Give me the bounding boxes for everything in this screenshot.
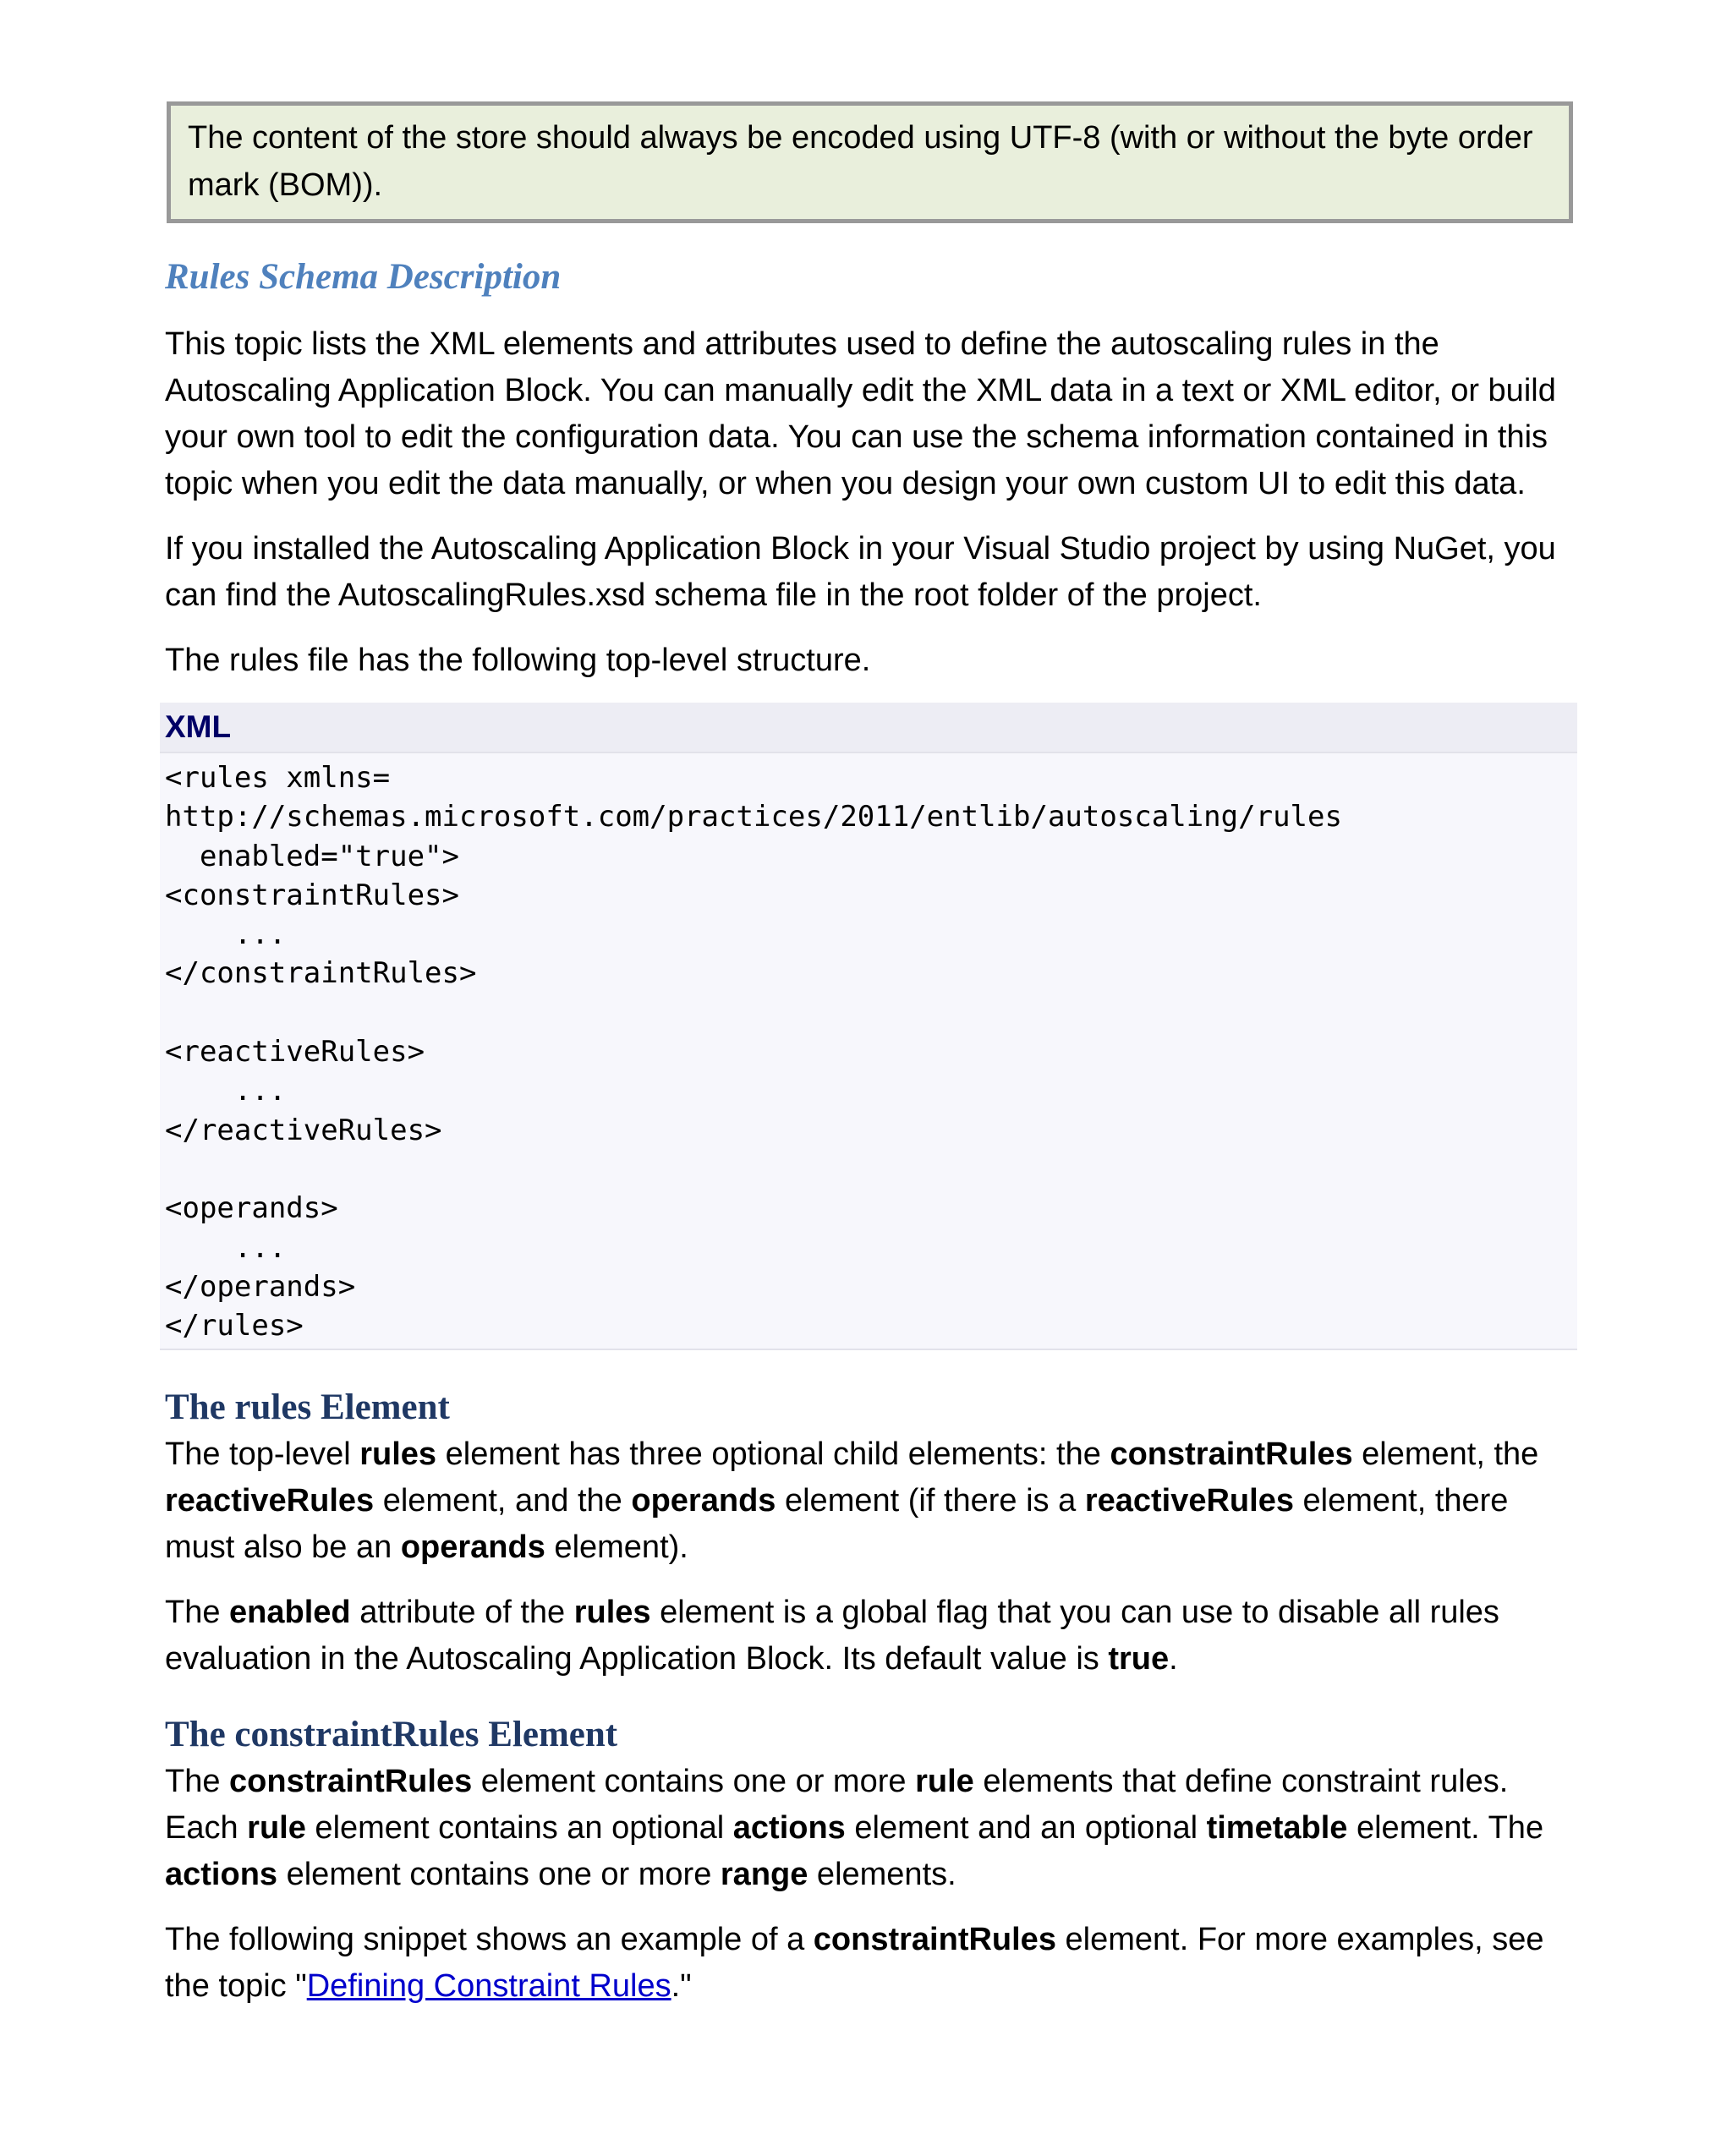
- structure-paragraph: The rules file has the following top-level structure.: [165, 643, 871, 678]
- rules-element-section: [165, 1384, 1577, 1683]
- code-block: [160, 703, 1577, 1350]
- constraint-rules-section: [165, 1711, 1577, 2010]
- note-text: The content of the store should always be encoded using UTF-8 (with or without the byte order mark (BOM)).: [188, 120, 1533, 203]
- rules-element-paragraph-1: The top-level rules element has three optional child elements: the constraintRules element, the reactiveRules element, and the operands element (if there is a reactiveRules element, there must also be an operands element).: [165, 1436, 1539, 1566]
- section-title: Rules Schema Description: [165, 257, 562, 297]
- rules-element-title: The rules Element: [165, 1387, 450, 1428]
- note-box: [167, 101, 1573, 223]
- defining-constraint-rules-link[interactable]: Defining Constraint Rules: [306, 1968, 671, 2005]
- code-language-label: XML: [160, 703, 1577, 753]
- code-snippet[interactable]: <rules xmlns= http://schemas.microsoft.com/practices/2011/entlib/autoscaling/rules enabled="true"> <constraintRules> ... </constraintRules> <reactiveRules> ... </reactiveRules> <operands> ... </operands> </rules>: [165, 761, 1342, 1343]
- constraint-rules-title: The constraintRules Element: [165, 1715, 618, 1755]
- intro-paragraph: This topic lists the XML elements and attributes used to define the autoscaling rules in the Autoscaling Application Block. You can manually edit the XML data in a text or XML editor, or build your own tool to edit the configuration data. You can use the schema information contained in this topic when you edit the data manually, or when you design your own custom UI to edit this data.: [165, 326, 1556, 501]
- constraint-rules-paragraph-1: The constraintRules element contains one or more rule elements that define constraint rules. Each rule element contains an optional actions element and an optional timetable element. The actions element contains one or more range elements.: [165, 1764, 1544, 1893]
- rules-element-paragraph-2: The enabled attribute of the rules element is a global flag that you can use to disable all rules evaluation in the Autoscaling Application Block. Its default value is true.: [165, 1595, 1499, 1677]
- document-page: [165, 101, 1577, 2038]
- nuget-paragraph: If you installed the Autoscaling Application Block in your Visual Studio project by using NuGet, you can find the AutoscalingRules.xsd schema file in the root folder of the project.: [165, 531, 1556, 613]
- constraint-rules-paragraph-2: The following snippet shows an example of a constraintRules element. For more examples, see the topic "Defining Constraint Rules.": [165, 1922, 1544, 2005]
